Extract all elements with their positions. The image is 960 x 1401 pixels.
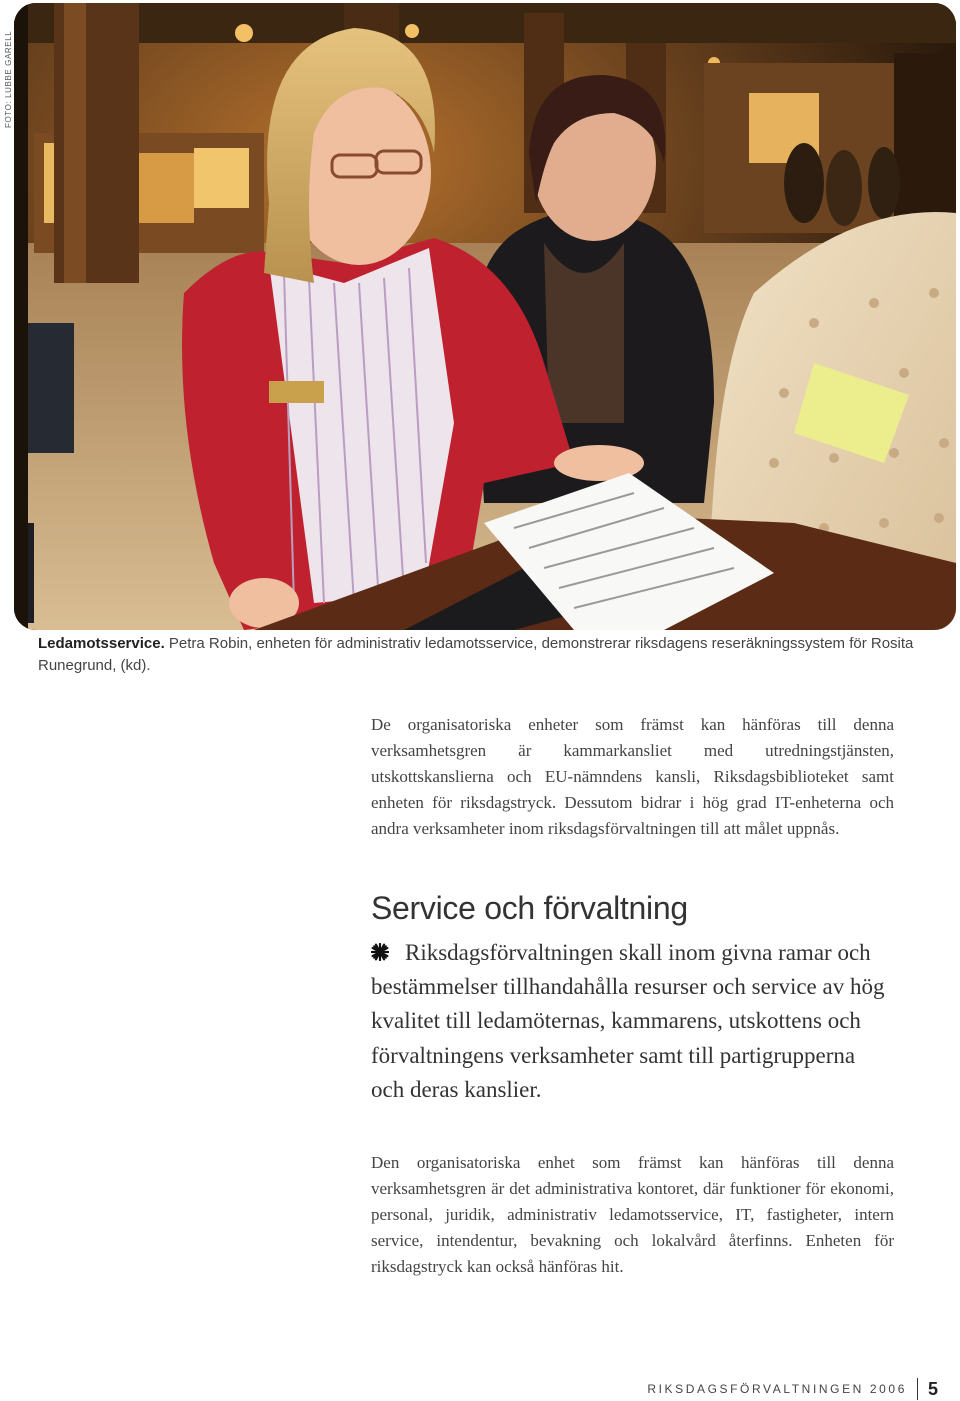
photo-illustration (14, 3, 956, 630)
footer-publication: RIKSDAGSFÖRVALTNINGEN 2006 (647, 1382, 907, 1396)
section-heading: Service och förvaltning (371, 890, 688, 926)
photo (14, 3, 956, 630)
asterisk-icon (371, 943, 389, 961)
caption-lead: Ledamotsservice. (38, 635, 165, 652)
section-lead-text: Riksdagsförvaltningen skall inom givna ramar och bestämmelser tillhandahålla resurser och service av hög kvalitet till ledamöternas, kammarens, utskottens och förvaltningens verksamheter samt till partigrupperna och deras kanslier. (371, 940, 885, 1102)
footer-divider (917, 1378, 918, 1400)
caption-text: Petra Robin, enheten för administrativ ledamotsservice, demonstrerar riksdagens reseräkningssystem för Rosita Runegrund, (kd). (38, 635, 914, 674)
photo-credit-text: FOTO: LUBBE GARELL (4, 30, 13, 128)
page-footer (647, 1378, 938, 1400)
body-paragraph: Den organisatoriska enhet som främst kan hänföras till denna verksamhetsgren är det administrativa kontoret, där funktioner för ekonomi, personal, juridik, administrativ ledamotsservice, IT, fastigheter, intern service, intendentur, bevakning och lokalvård återfinns. Enheten för riksdagstryck kan också hänföras hit. (371, 1153, 894, 1276)
intro-paragraph: De organisatoriska enheter som främst kan hänföras till denna verksamhetsgren är kammarkansliet med utredningstjänsten, utskottskanslierna och EU-nämndens kansli, Riksdagsbiblioteket samt enheten för riksdagstryck. Dessutom bidrar i hög grad IT-enheterna och andra verksamheter inom riksdagsförvaltningen till att målet uppnås. (371, 715, 894, 838)
page-number: 5 (927, 1378, 938, 1399)
photo-caption (38, 633, 918, 677)
section-lead (371, 936, 891, 1107)
